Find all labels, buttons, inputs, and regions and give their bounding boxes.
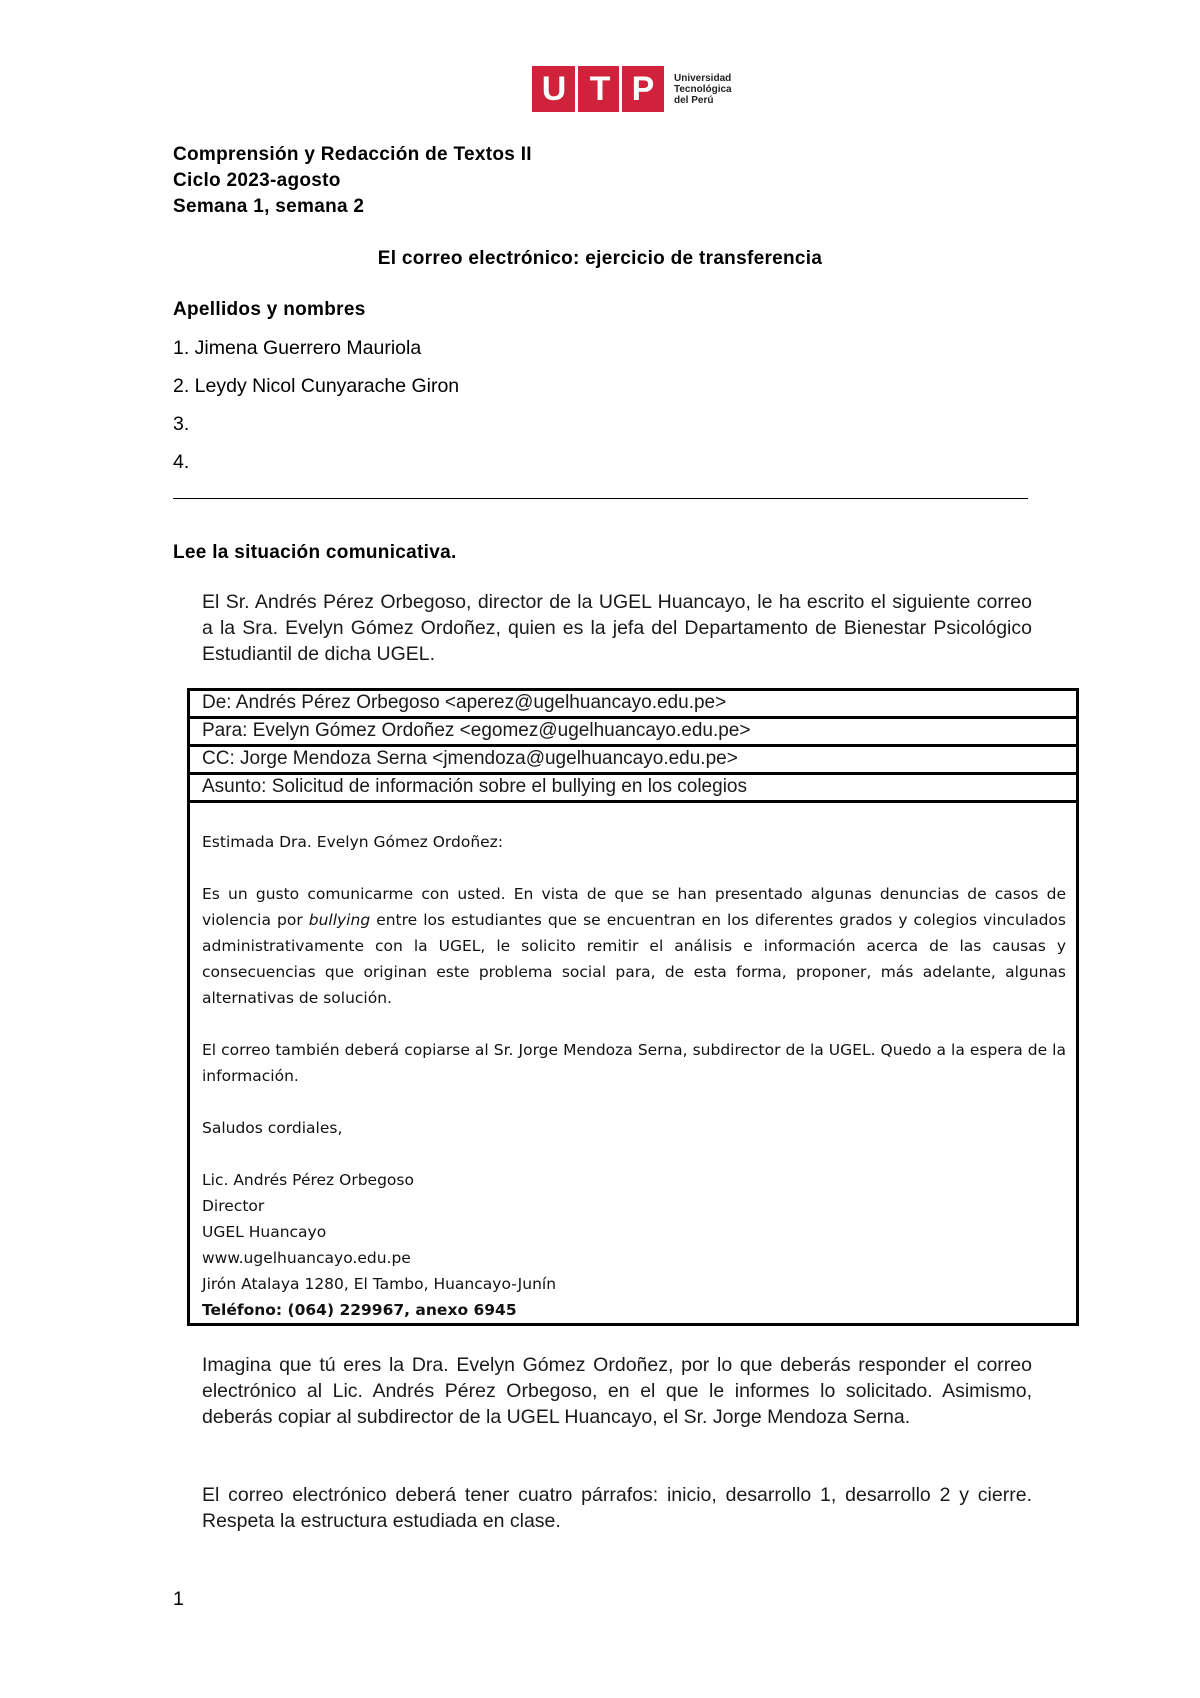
email-signature — [202, 1167, 1066, 1323]
signature-line: Director — [202, 1197, 265, 1215]
email-body — [202, 829, 1066, 1323]
name-item: 1. Jimena Guerrero Mauriola — [173, 337, 422, 359]
email-p1-italic: bullying — [308, 911, 371, 929]
name-item: 4. — [173, 451, 190, 473]
logo-text-line: Universidad — [674, 72, 732, 84]
signature-line: www.ugelhuancayo.edu.pe — [202, 1249, 411, 1267]
signature-line: Jirón Atalaya 1280, El Tambo, Huancayo-Junín — [202, 1275, 557, 1293]
email-p1-start: Es un gusto comunicarme con usted. En vista de que se han presentado algunas denuncias de casos de violencia por — [202, 885, 1066, 929]
logo-text-line: del Perú — [674, 94, 714, 106]
email-subject: Asunto: Solicitud de información sobre el bullying en los colegios — [190, 775, 1076, 803]
logo-wordmark — [674, 73, 732, 106]
instructions-paragraph-1: Imagina que tú eres la Dra. Evelyn Gómez Ordoñez, por lo que deberás responder el correo electrónico al Lic. Andrés Pérez Orbegoso, en el que le informes lo solicitado. Asimismo, deberás copiar al subdirector de la UGEL Huancayo, el Sr. Jorge Mendoza Serna. — [202, 1354, 1032, 1428]
divider-line — [173, 498, 1028, 499]
email-to: Para: Evelyn Gómez Ordoñez <egomez@ugelhuancayo.edu.pe> — [190, 719, 1076, 747]
name-item: 2. Leydy Nicol Cunyarache Giron — [173, 375, 460, 397]
signature-line: Lic. Andrés Pérez Orbegoso — [202, 1171, 414, 1189]
signature-line: UGEL Huancayo — [202, 1223, 327, 1241]
email-paragraph-2: El correo también deberá copiarse al Sr. Jorge Mendoza Serna, subdirector de la UGEL. Quedo a la espera de la información. — [202, 1041, 1066, 1085]
email-closing: Saludos cordiales, — [202, 1119, 343, 1137]
logo-letter-u: U — [541, 70, 567, 108]
email-cc: CC: Jorge Mendoza Serna <jmendoza@ugelhuancayo.edu.pe> — [190, 747, 1076, 775]
page-number: 1 — [173, 1588, 184, 1610]
weeks-label: Semana 1, semana 2 — [173, 196, 365, 217]
email-box — [187, 688, 1079, 1326]
email-paragraph-1 — [202, 881, 1066, 1011]
utp-logo — [532, 66, 732, 112]
name-item: 3. — [173, 413, 190, 435]
email-p1-end: entre los estudiantes que se encuentran en los diferentes grados y colegios vinculados administrativamente con la UGEL, le solicito remitir el análisis e información acerca de las causas y consecuencias que originan este problema social para, de esta forma, proponer, más adelante, algunas alternativas de solución. — [202, 911, 1066, 1007]
email-greeting: Estimada Dra. Evelyn Gómez Ordoñez: — [202, 833, 504, 851]
email-from: De: Andrés Pérez Orbegoso <aperez@ugelhuancayo.edu.pe> — [190, 691, 1076, 719]
logo-letter-t: T — [589, 70, 611, 108]
instructions-paragraph-2: El correo electrónico deberá tener cuatro párrafos: inicio, desarrollo 1, desarrollo 2 y cierre. Respeta la estructura estudiada en clase. — [202, 1484, 1032, 1532]
logo-text-line: Tecnológica — [674, 83, 732, 95]
page-title: El correo electrónico: ejercicio de transferencia — [377, 248, 823, 269]
course-title: Comprensión y Redacción de Textos II — [173, 144, 532, 165]
utp-logo-mark — [532, 66, 664, 112]
names-label: Apellidos y nombres — [173, 299, 366, 320]
signature-line: Teléfono: (064) 229967, anexo 6945 — [202, 1301, 517, 1319]
logo-letter-p: P — [631, 70, 655, 108]
situation-intro: El Sr. Andrés Pérez Orbegoso, director de la UGEL Huancayo, le ha escrito el siguiente correo a la Sra. Evelyn Gómez Ordoñez, quien es la jefa del Departamento de Bienestar Psicológico Estudiantil de dicha UGEL. — [202, 591, 1032, 665]
cycle-label: Ciclo 2023-agosto — [173, 170, 341, 191]
situation-heading: Lee la situación comunicativa. — [173, 542, 457, 563]
